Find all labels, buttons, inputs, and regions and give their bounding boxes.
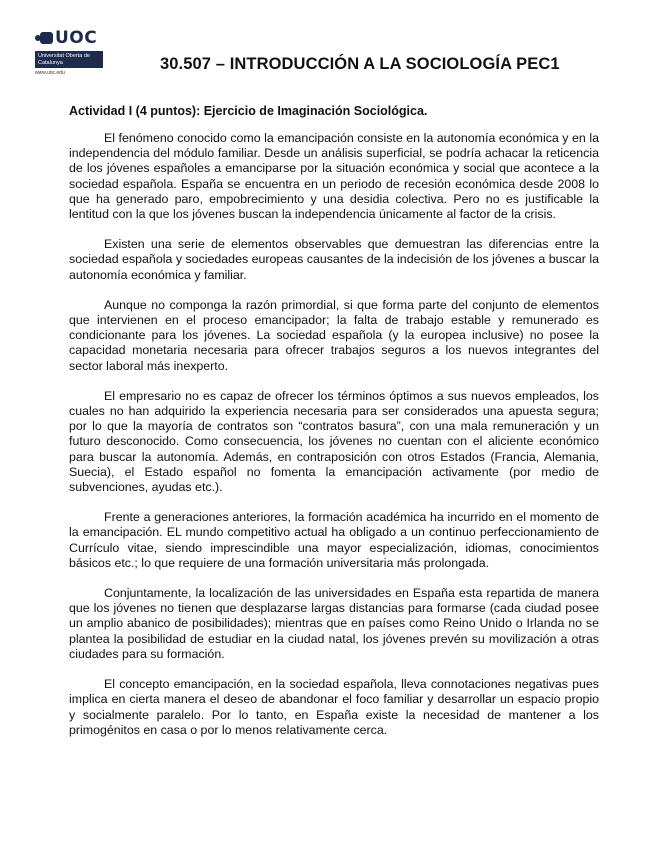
uoc-mark-icon — [35, 32, 53, 44]
document-body — [69, 104, 599, 753]
paragraph: Conjuntamente, la localización de las universidades en España esta repartida de manera que los jóvenes no tienen que desplazarse largas distancias para formarse (cada ciudad posee un amplio abanico de posibilidades); mientras que en países como Reino Unido o Irlanda no se plantea la posibilidad de estudiar en la ciudad natal, los jóvenes prevén su movilización a otras ciudades para su formación. — [69, 586, 599, 661]
paragraph: Frente a generaciones anteriores, la formación académica ha incurrido en el momento de la emancipación. EL mundo competitivo actual ha obligado a un continuo perfeccionamiento de Currículo vitae, siendo imprescindible una mayor especialización, idiomas, conocimientos básicos etc.; lo que requiere de una formación universitaria más prolongada. — [69, 510, 599, 570]
page-title: 30.507 – INTRODUCCIÓN A LA SOCIOLOGÍA PEC1 — [160, 55, 560, 73]
activity-heading: Actividad I (4 puntos): Ejercicio de Imaginación Sociológica. — [69, 104, 428, 118]
paragraph: El concepto emancipación, en la sociedad española, lleva connotaciones negativas pues implica en cierta manera el deseo de abandonar el foco familiar y desarrollar un espacio propio y socialmente paralelo. Por lo tanto, en España existe la necesidad de mantener a los primogénitos en casa o por lo menos relativamente cerca. — [69, 677, 599, 737]
uoc-logo — [35, 29, 110, 76]
logo-url: www.uoc.edu — [35, 70, 65, 76]
logo-row — [35, 29, 110, 47]
paragraph: Aunque no componga la razón primordial, si que forma parte del conjunto de elementos que intervienen en el proceso emancipador; la falta de trabajo estable y remunerado es condicionante para los jóvenes. La sociedad española (y la europea inclusive) no posee la capacidad monetaria necesaria para ofrecer trabajos seguros a los nuevos integrantes del sector laboral más inexperto. — [69, 297, 599, 373]
logo-brand: UOC — [55, 28, 98, 48]
paragraph: El fenómeno conocido como la emancipación consiste en la autonomía económica y en la independencia del módulo familiar. Desde un análisis superficial, se podría achacar la reticencia de los jóvenes españoles a emanciparse por la situación económica y social que acontece a la sociedad española. España se encuentra en un periodo de recesión económica desde 2008 lo que ha generado paro, empobrecimiento y una desidia colectiva. Pero no es justificable la lentitud con la que los jóvenes buscan la independencia únicamente al factor de la crisis. — [69, 131, 599, 222]
logo-subtitle: Universitat Oberta de Catalunya — [35, 51, 103, 68]
paragraph: El empresario no es capaz de ofrecer los términos óptimos a sus nuevos empleados, los cuales no han adquirido la experiencia necesaria para ser considerados una apuesta segura; por lo que la mayoría de contratos son “contratos basura”, con una mala remuneración y un futuro desconocido. Como consecuencia, los jóvenes no cuentan con el aliciente económico para buscar la autonomía. Además, en contraposición con otros Estados (Francia, Alemania, Suecia), el Estado español no fomenta la emancipación activamente (por medio de subvenciones, ayudas etc.). — [69, 388, 599, 495]
paragraph: Existen una serie de elementos observables que demuestran las diferencias entre la sociedad española y sociedades europeas causantes de la indecisión de los jóvenes a buscar la autonomía económica y familiar. — [69, 237, 599, 282]
